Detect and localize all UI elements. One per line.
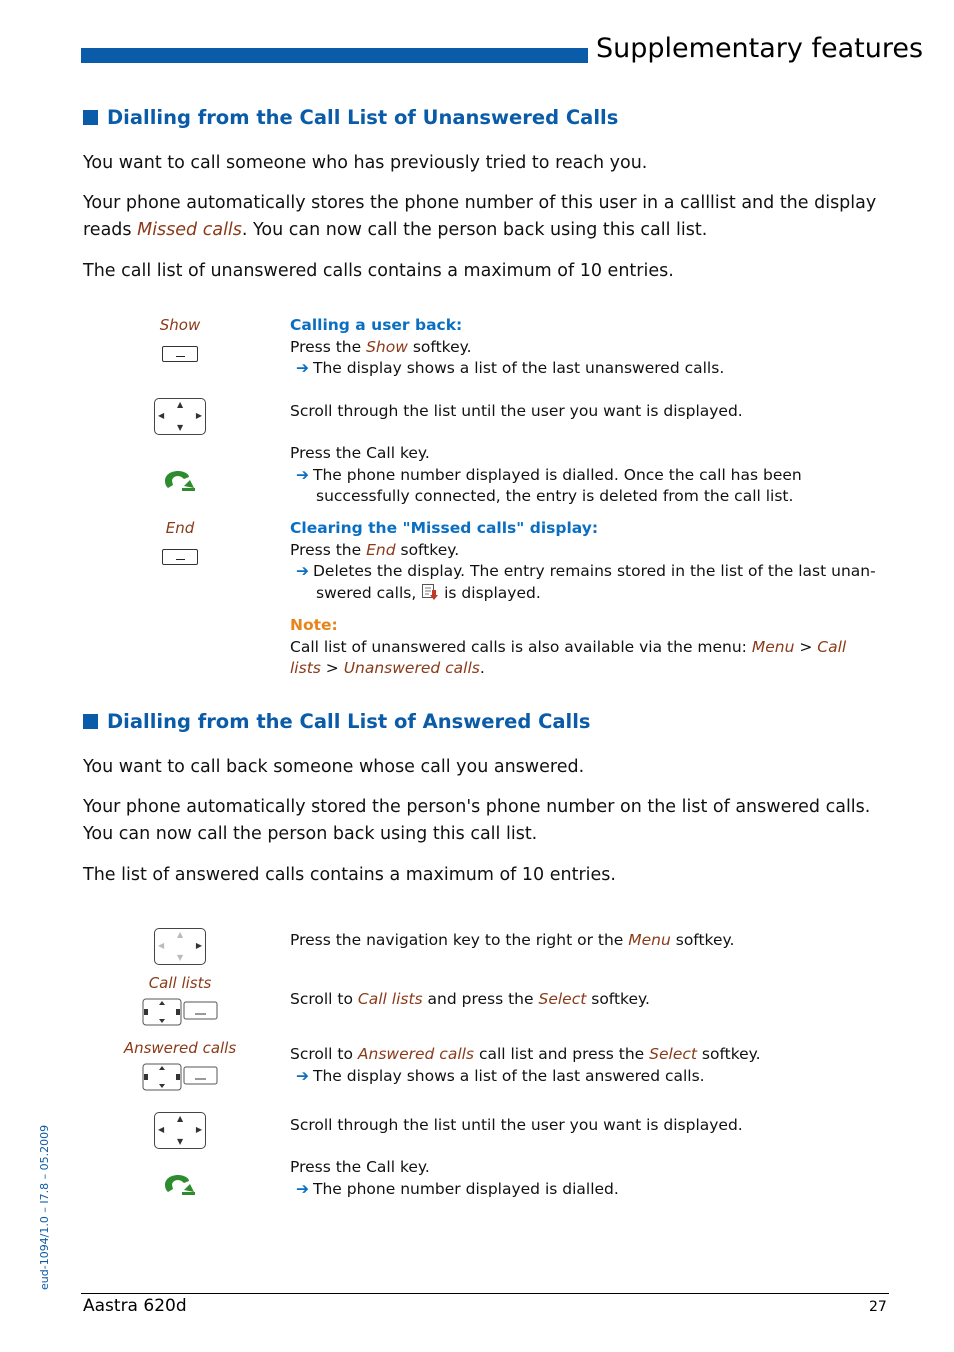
paragraph: You want to call someone who has previously tried to reach you.: [83, 153, 648, 173]
footer-divider: [81, 1293, 889, 1294]
section-heading-text: Dialling from the Call List of Unanswered Calls: [107, 106, 619, 129]
arrow-icon: ➔: [296, 359, 309, 377]
scroll-select-keys-icon[interactable]: [142, 998, 218, 1026]
step-result: ➔ Deletes the display. The entry remains stored in the list of the last unan-swered calls, is displayed.: [296, 562, 876, 602]
step-clearing-missed: [290, 518, 880, 604]
step-title: Calling a user back:: [290, 316, 463, 334]
missed-calls-term: Missed calls: [137, 220, 242, 240]
header-bar: [81, 48, 588, 63]
navigation-key-right-icon[interactable]: ▲ ▼ ◀ ▶: [154, 928, 206, 965]
step-result: ➔ The display shows a list of the last answered calls.: [296, 1066, 705, 1085]
step-instruction: Press the End softkey.: [290, 540, 460, 559]
step-answered-calls: [290, 1044, 880, 1087]
step-result: ➔ The display shows a list of the last unanswered calls.: [296, 359, 725, 377]
page-number: 27: [869, 1299, 887, 1315]
paragraph: Your phone automatically stores the phone number of this user in a calllist and the display reads Missed calls. You can now call the person back using this call list.: [83, 193, 877, 240]
call-lists-label: Call lists: [148, 974, 212, 992]
end-softkey[interactable]: [162, 549, 198, 565]
paragraph: The call list of unanswered calls contains a maximum of 10 entries.: [83, 261, 674, 281]
step-calling-back: [290, 315, 880, 380]
step-result: ➔ The phone number displayed is dialled. Once the call has been successfully connected, the entry is deleted from the call list.: [296, 465, 802, 505]
step-instruction: Press the navigation key to the right or the Menu softkey.: [290, 931, 735, 949]
note: [290, 615, 880, 680]
product-name: Aastra 620d: [83, 1296, 187, 1316]
paragraph: You want to call back someone whose call you answered.: [83, 757, 585, 777]
answered-calls-label: Answered calls: [123, 1039, 237, 1057]
note-text: Call list of unanswered calls is also available via the menu: Menu > Call lists > Unanswered calls.: [290, 637, 847, 677]
arrow-icon: ➔: [296, 1066, 309, 1085]
step-instruction: Scroll to Answered calls call list and press the Select softkey.: [290, 1045, 761, 1063]
section-heading-unanswered: [83, 106, 618, 129]
document-id: eud-1094/1.0 – I7.8 – 05.2009: [38, 1124, 51, 1290]
step-instruction: Scroll through the list until the user you want is displayed.: [290, 1116, 743, 1134]
step-call-key: [290, 1157, 880, 1200]
call-key-icon[interactable]: [162, 468, 198, 494]
step-instruction: Press the Call key.: [290, 444, 430, 462]
missed-calls-icon: [421, 583, 439, 601]
step-instruction: Press the Call key.: [290, 1158, 430, 1176]
step-instruction: Scroll to Call lists and press the Select softkey.: [290, 990, 650, 1008]
arrow-icon: ➔: [296, 562, 309, 580]
end-key-label: End: [165, 519, 195, 537]
show-key-label: Show: [159, 316, 201, 334]
scroll-select-keys-icon[interactable]: [142, 1063, 218, 1091]
step-result: ➔ The phone number displayed is dialled.: [296, 1179, 619, 1198]
step-call-key: [290, 443, 880, 508]
show-softkey[interactable]: [162, 346, 198, 362]
navigation-key-icon[interactable]: ▲ ▼ ◀ ▶: [154, 1112, 206, 1149]
heading-square-icon: [83, 714, 98, 729]
section-heading-answered: [83, 710, 591, 733]
navigation-key-icon[interactable]: ▲ ▼ ◀ ▶: [154, 398, 206, 435]
paragraph: Your phone automatically stored the person's phone number on the list of answered calls. You can now call the person back using this call list.: [83, 797, 871, 844]
arrow-icon: ➔: [296, 1179, 309, 1198]
step-instruction: Press the Show softkey.: [290, 337, 472, 356]
arrow-icon: ➔: [296, 465, 309, 484]
step-instruction: Scroll through the list until the user you want is displayed.: [290, 402, 743, 420]
call-key-icon[interactable]: [162, 1172, 198, 1198]
step-title: Clearing the "Missed calls" display:: [290, 519, 599, 537]
heading-square-icon: [83, 110, 98, 125]
page-title: Supplementary features: [596, 33, 924, 64]
note-title: Note:: [290, 616, 338, 634]
section-heading-text: Dialling from the Call List of Answered Calls: [107, 710, 591, 733]
paragraph: The list of answered calls contains a maximum of 10 entries.: [83, 865, 616, 885]
